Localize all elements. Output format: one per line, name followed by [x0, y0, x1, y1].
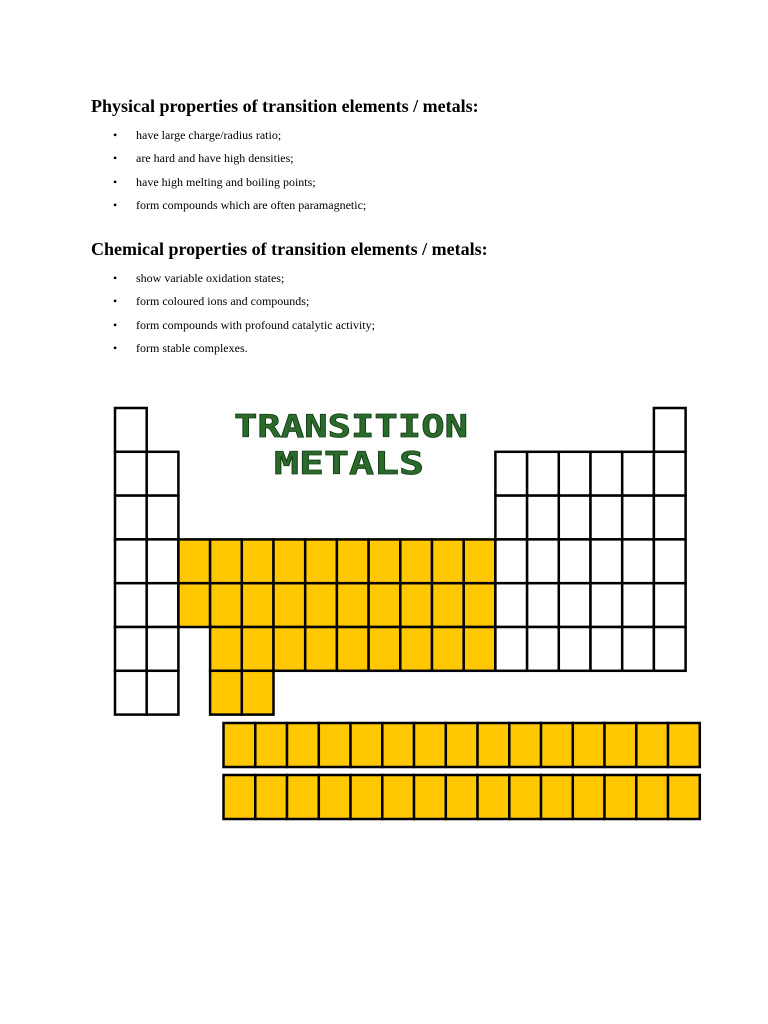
transition-metal-cell	[178, 583, 210, 627]
element-cell	[654, 627, 686, 671]
transition-metal-cell	[369, 583, 401, 627]
element-cell	[495, 627, 527, 671]
f-block-cell	[351, 775, 383, 819]
transition-metal-cell	[400, 539, 432, 583]
transition-metal-cell	[400, 627, 432, 671]
element-cell	[622, 452, 654, 496]
transition-metal-cell	[274, 583, 306, 627]
f-block-cell	[446, 775, 478, 819]
element-cell	[654, 452, 686, 496]
list-item: • are hard and have high densities;	[91, 147, 366, 170]
f-block-cell	[351, 723, 383, 767]
transition-metal-cell	[337, 627, 369, 671]
element-cell	[115, 496, 147, 540]
f-block-cell	[509, 723, 541, 767]
f-block-cell	[414, 723, 446, 767]
f-block-cell	[478, 723, 510, 767]
transition-metal-cell	[464, 539, 496, 583]
element-cell	[147, 496, 179, 540]
element-cell	[654, 583, 686, 627]
f-block-cell	[541, 775, 573, 819]
transition-metal-cell	[305, 583, 337, 627]
element-cell	[654, 408, 686, 452]
list-item: • show variable oxidation states;	[91, 267, 375, 290]
element-cell	[591, 452, 623, 496]
f-block-cell	[668, 723, 700, 767]
element-cell	[115, 583, 147, 627]
f-block-cell	[224, 775, 256, 819]
element-cell	[622, 627, 654, 671]
element-cell	[115, 627, 147, 671]
element-cell	[559, 452, 591, 496]
f-block-cell	[605, 723, 637, 767]
element-cell	[115, 539, 147, 583]
transition-metal-cell	[242, 583, 274, 627]
figure-title-line-2: METALS	[274, 446, 424, 482]
element-cell	[147, 539, 179, 583]
f-block-cell	[319, 775, 351, 819]
transition-metal-cell	[337, 539, 369, 583]
physical-properties-heading: Physical properties of transition elements / metals:	[91, 96, 479, 116]
f-block-cell	[255, 775, 287, 819]
transition-metal-cell	[464, 627, 496, 671]
f-block-cell	[382, 775, 414, 819]
element-cell	[591, 583, 623, 627]
transition-metal-cell	[305, 627, 337, 671]
f-block-cell	[414, 775, 446, 819]
element-cell	[527, 496, 559, 540]
f-block-cell	[636, 723, 668, 767]
transition-metal-cell	[242, 627, 274, 671]
element-cell	[115, 671, 147, 715]
f-block-cell	[573, 723, 605, 767]
list-item: • have high melting and boiling points;	[91, 171, 366, 194]
transition-metal-cell	[432, 583, 464, 627]
transition-metal-cell	[210, 583, 242, 627]
element-cell	[654, 496, 686, 540]
figure-title-line-1: TRANSITION	[234, 409, 468, 445]
element-cell	[147, 671, 179, 715]
f-block-cell	[224, 723, 256, 767]
list-item: • form coloured ions and compounds;	[91, 290, 375, 313]
transition-metal-cell	[369, 627, 401, 671]
element-cell	[147, 452, 179, 496]
list-item: • have large charge/radius ratio;	[91, 124, 366, 147]
element-cell	[115, 452, 147, 496]
transition-metal-cell	[178, 539, 210, 583]
f-block-cell	[478, 775, 510, 819]
f-block-cell	[605, 775, 637, 819]
f-block-cell	[541, 723, 573, 767]
element-cell	[559, 539, 591, 583]
element-cell	[559, 583, 591, 627]
transition-metal-cell	[432, 539, 464, 583]
list-item: • form stable complexes.	[91, 337, 375, 360]
element-cell	[527, 583, 559, 627]
transition-metal-cell	[305, 539, 337, 583]
f-block-cell	[636, 775, 668, 819]
element-cell	[147, 583, 179, 627]
list-item: • form compounds which are often paramagnetic;	[91, 194, 366, 217]
element-cell	[527, 539, 559, 583]
transition-metal-cell	[369, 539, 401, 583]
transition-metal-cell	[242, 671, 274, 715]
transition-metal-cell	[337, 583, 369, 627]
element-cell	[147, 627, 179, 671]
element-cell	[591, 496, 623, 540]
transition-metal-cell	[242, 539, 274, 583]
f-block-cell	[287, 723, 319, 767]
f-block-cell	[287, 775, 319, 819]
element-cell	[591, 627, 623, 671]
element-cell	[559, 627, 591, 671]
element-cell	[559, 496, 591, 540]
element-cell	[495, 539, 527, 583]
f-block-cell	[668, 775, 700, 819]
f-block-cell	[319, 723, 351, 767]
element-cell	[495, 496, 527, 540]
transition-metal-cell	[274, 539, 306, 583]
transition-metal-cell	[274, 627, 306, 671]
element-cell	[622, 583, 654, 627]
transition-metal-cell	[464, 583, 496, 627]
element-cell	[115, 408, 147, 452]
transition-metal-cell	[210, 539, 242, 583]
element-cell	[527, 452, 559, 496]
chemical-properties-heading: Chemical properties of transition elements / metals:	[91, 239, 488, 259]
f-block-cell	[573, 775, 605, 819]
element-cell	[654, 539, 686, 583]
transition-metal-cell	[210, 671, 242, 715]
transition-metal-cell	[210, 627, 242, 671]
element-cell	[527, 627, 559, 671]
element-cell	[622, 539, 654, 583]
f-block-cell	[509, 775, 541, 819]
f-block-cell	[446, 723, 478, 767]
element-cell	[495, 583, 527, 627]
element-cell	[591, 539, 623, 583]
list-item: • form compounds with profound catalytic activity;	[91, 314, 375, 337]
transition-metal-cell	[432, 627, 464, 671]
f-block-cell	[255, 723, 287, 767]
element-cell	[622, 496, 654, 540]
transition-metal-cell	[400, 583, 432, 627]
f-block-cell	[382, 723, 414, 767]
element-cell	[495, 452, 527, 496]
